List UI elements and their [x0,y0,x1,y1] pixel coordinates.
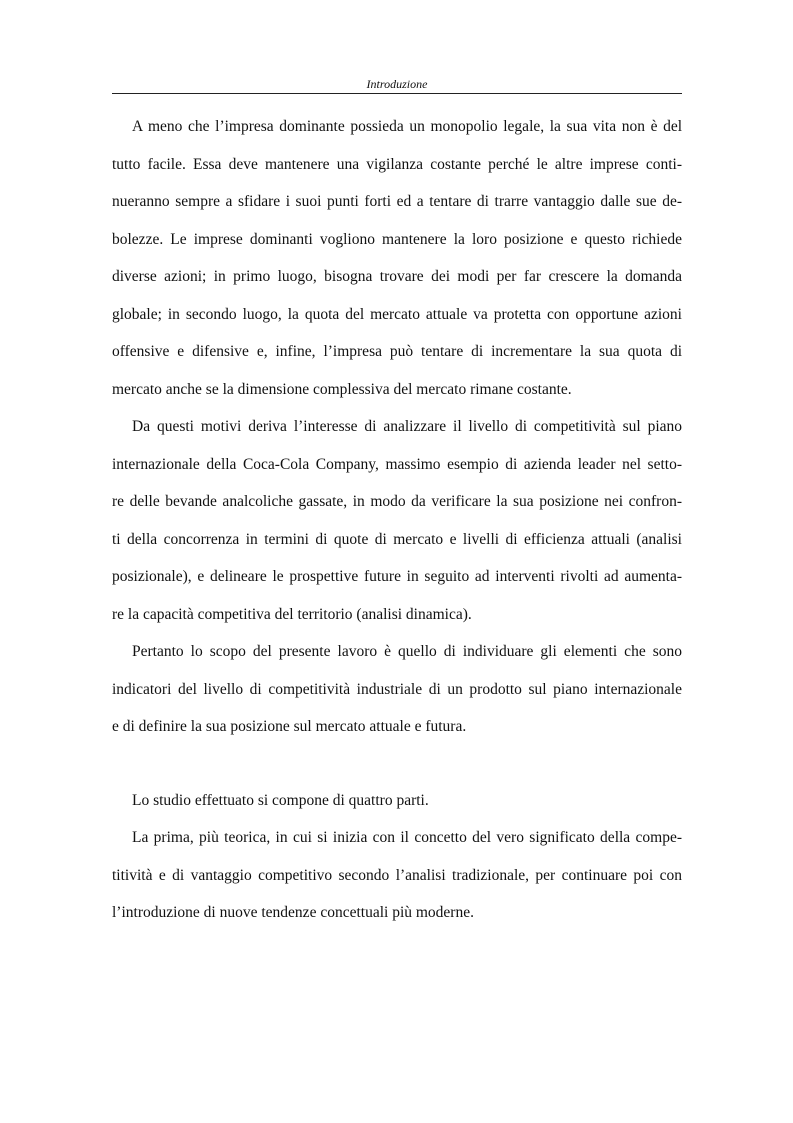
text-line: posizionale), e delineare le prospettive future in seguito ad interventi rivolti ad aumenta- [112,568,682,585]
running-header: Introduzione [366,77,428,91]
text-line: diverse azioni; in primo luogo, bisogna trovare dei modi per far crescere la domanda [112,268,682,285]
text-line: Da questi motivi deriva l’interesse di analizzare il livello di competitività sul piano [132,418,682,435]
text-line: offensive e difensive e, infine, l’impresa può tentare di incrementare la sua quota di [112,343,682,360]
paragraph-5 [112,819,682,932]
text-line: re la capacità competitiva del territorio (analisi dinamica). [112,605,472,623]
text-line: internazionale della Coca-Cola Company, massimo esempio di azienda leader nel setto- [112,455,682,473]
paragraph-2 [112,408,682,633]
text-line: A meno che l’impresa dominante possieda un monopolio legale, la sua vita non è del [132,118,682,135]
paragraph-1 [112,108,682,408]
text-line: bolezze. Le imprese dominanti vogliono mantenere la loro posizione e questo richiede [112,230,682,248]
paragraph-3 [112,633,682,746]
text-line: mercato anche se la dimensione complessiva del mercato rimane costante. [112,380,572,398]
header-rule [112,93,682,94]
text-line: titività e di vantaggio competitivo secondo l’analisi tradizionale, per continuare poi con [112,866,682,884]
text-line: globale; in secondo luogo, la quota del mercato attuale va protetta con opportune azioni [112,305,682,323]
text-line: re delle bevande analcoliche gassate, in modo da verificare la sua posizione nei confron- [112,493,682,510]
text-line: ti della concorrenza in termini di quote di mercato e livelli di efficienza attuali (analisi [112,530,682,548]
text-line: e di definire la sua posizione sul mercato attuale e futura. [112,718,467,735]
paragraph-4 [112,782,682,820]
paragraph-gap [112,746,682,782]
text-line: indicatori del livello di competitività industriale di un prodotto sul piano internazionale [112,680,682,698]
text-line: La prima, più teorica, in cui si inizia con il concetto del vero significato della compe- [132,829,682,846]
text-line: l’introduzione di nuove tendenze concettuali più moderne. [112,904,474,921]
text-line: nueranno sempre a sfidare i suoi punti forti ed a tentare di trarre vantaggio dalle sue de- [112,193,682,210]
text-line: Lo studio effettuato si compone di quattro parti. [132,791,429,809]
text-line: tutto facile. Essa deve mantenere una vigilanza costante perché le altre imprese conti- [112,155,682,173]
text-line: Pertanto lo scopo del presente lavoro è quello di individuare gli elementi che sono [132,643,682,660]
page-body [112,108,682,932]
